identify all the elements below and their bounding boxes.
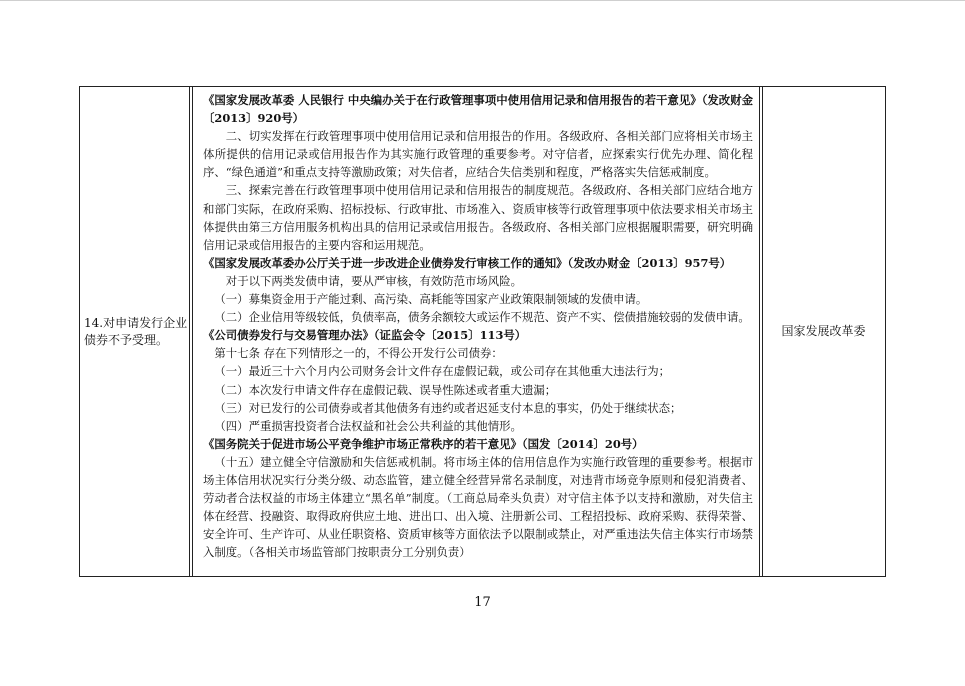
clause-paragraph: 第十七条 存在下列情形之一的，不得公开发行公司债券：	[214, 346, 503, 361]
clause-paragraph: 三、探索完善在行政管理事项中使用信用记录和信用报告的制度规范。各级政府、各相关部门应结合地方和部门实际，在政府采购、招标投标、行政审批、市场准入、资质审核等行政管理事项中依法要求相关市场主体提供由第三方信用服务机构出具的信用记录或信用报告。各级政府、各相关部门应根据履职需要，研究明确信用记录或信用报告的主要内容和运用规范。	[203, 183, 753, 252]
clause-paragraph: （一）募集资金用于产能过剩、高污染、高耗能等国家产业政策限制领域的发债申请。	[214, 292, 648, 307]
doc-title: 《国家发展改革委 人民银行 中央编办关于在行政管理事项中使用信用记录和信用报告的若干意见》（发改财金〔2013〕920号）	[203, 93, 753, 126]
clause-paragraph: 二、切实发挥在行政管理事项中使用信用记录和信用报告的作用。各级政府、各相关部门应将相关市场主体所提供的信用记录或信用报告作为其实施行政管理的重要参考。对守信者，应探索实行优先办理、简化程序、“绿色通道”和重点支持等激励政策；对失信者，应结合失信类别和程度，严格落实失信惩戒制度。	[203, 129, 753, 180]
clause-paragraph: （一）最近三十六个月内公司财务会计文件存在虚假记载，或公司存在其他重大违法行为；	[214, 364, 671, 379]
basis-column	[193, 87, 759, 576]
doc-title: 《公司债券发行与交易管理办法》（证监会令〔2015〕113号）	[203, 328, 527, 343]
item-name: 14.对申请发行企业债券不予受理。	[84, 316, 188, 347]
doc-title: 《国家发展改革委办公厅关于进一步改进企业债券发行审核工作的通知》（发改办财金〔2013〕957号）	[203, 255, 732, 270]
clause-paragraph: （三）对已发行的公司债券或者其他债务有违约或者迟延支付本息的事实，仍处于继续状态；	[214, 400, 682, 415]
page-top-border	[0, 0, 965, 1]
clause-paragraph: （二）企业信用等级较低，负债率高，债务余额较大或运作不规范、资产不实、偿债措施较弱的发债申请。	[214, 310, 750, 325]
clause-paragraph: （十五）建立健全守信激励和失信惩戒机制。将市场主体的信用信息作为实施行政管理的重要参考。根据市场主体信用状况实行分类分级、动态监管，建立健全经营异常名录制度，对违背市场竞争原则和侵犯消费者、劳动者合法权益的市场主体建立“黑名单”制度。（工商总局牵头负责）对守信主体予以支持和激励，对失信主体在经营、投融资、取得政府供应土地、进出口、出入境、注册新公司、工程招投标、政府采购、获得荣誉、安全许可、生产许可、从业任职资格、资质审核等方面依法予以限制或禁止，对严重违法失信主体实行市场禁入制度。（各相关市场监管部门按职责分工分别负责）	[203, 454, 753, 560]
responsible-agency: 国家发展改革委	[781, 324, 866, 338]
clause-paragraph: 对于以下两类发债申请，要从严审核，有效防范市场风险。	[225, 273, 522, 288]
regulation-table	[79, 86, 886, 577]
clause-paragraph: （四）严重损害投资者合法权益和社会公共利益的其他情形。	[214, 418, 522, 433]
clause-paragraph: （二）本次发行申请文件存在虚假记载、误导性陈述或者重大遗漏；	[214, 382, 557, 397]
item-column	[80, 87, 193, 576]
page-number: 17	[474, 595, 491, 610]
doc-title: 《国务院关于促进市场公平竞争维护市场正常秩序的若干意见》（国发〔2014〕20号）	[203, 436, 644, 451]
agency-column	[759, 87, 885, 576]
